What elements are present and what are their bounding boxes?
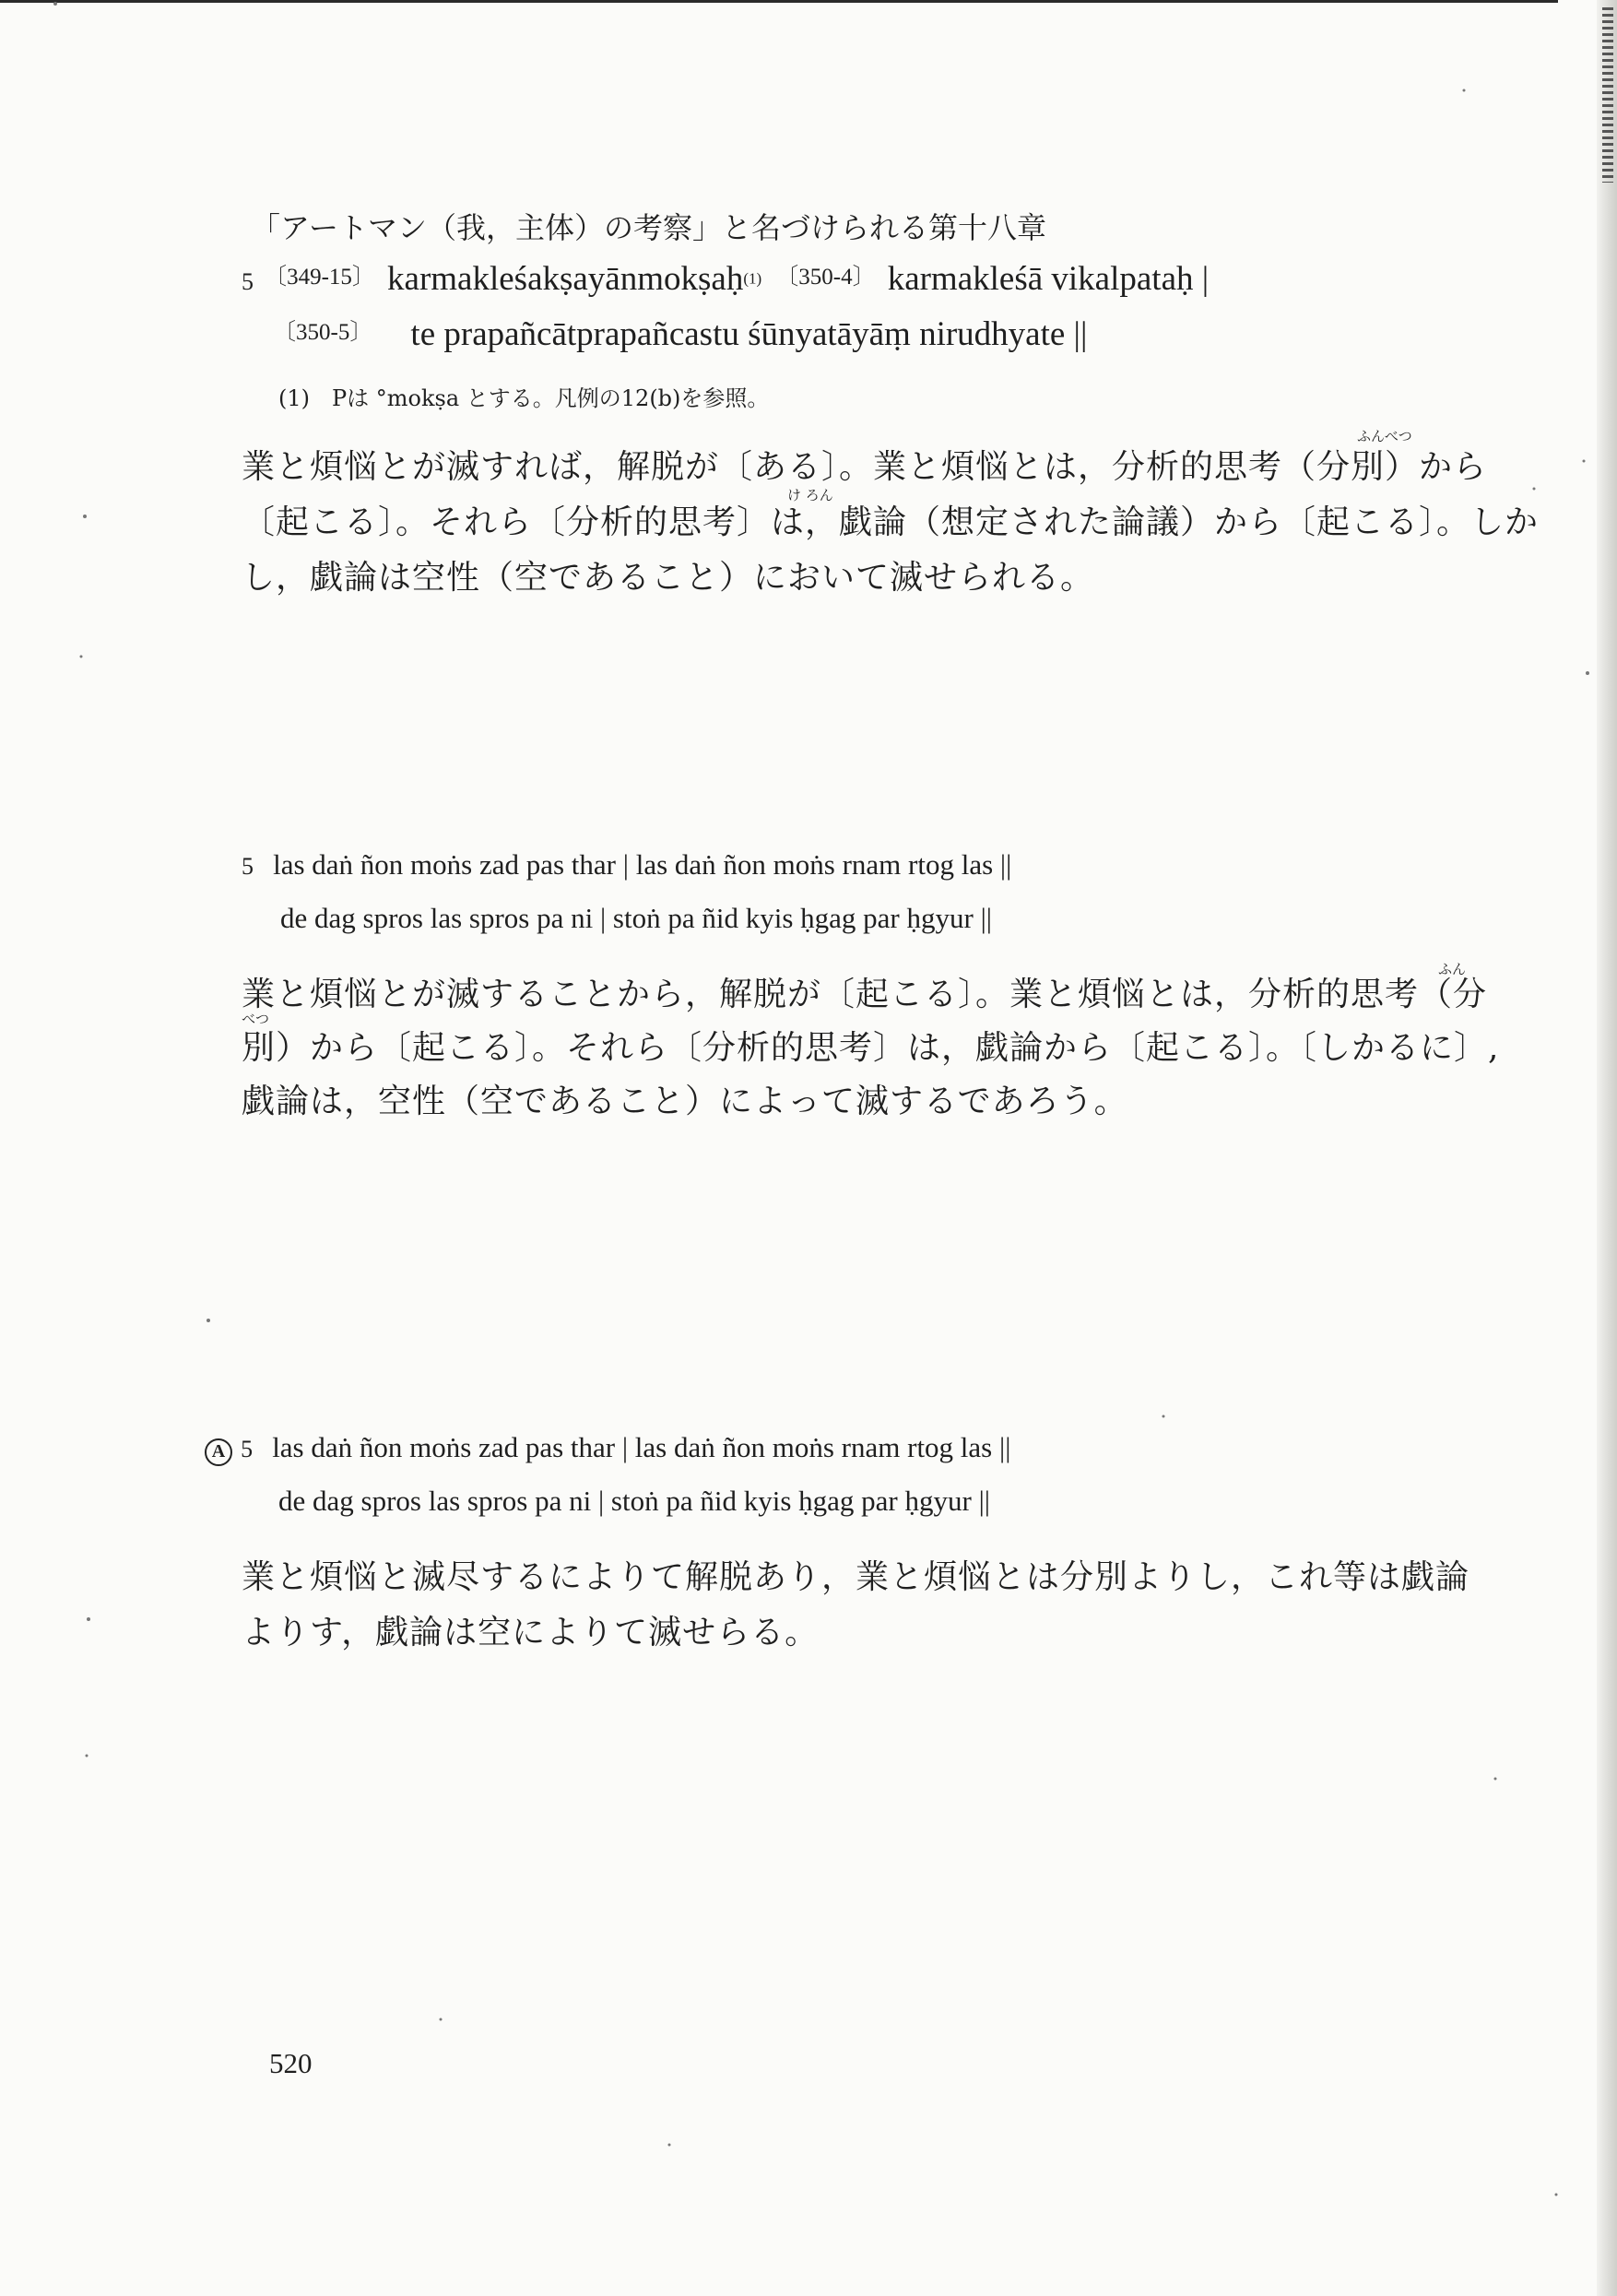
verse-number: 5 bbox=[242, 853, 254, 880]
sanskrit-text-1a: karmakleśakṣayānmokṣaḥ bbox=[387, 260, 744, 298]
translation-3-line-1: 業と煩悩と滅尽するによりて解脱あり，業と煩悩とは分別よりし，これ等は戯論 bbox=[242, 1558, 1470, 1596]
speck bbox=[87, 1617, 90, 1621]
akutobhaya-text-1: las daṅ ñon moṅs zad pas thar | las daṅ ñon moṅs rnam rtog las || bbox=[272, 1431, 1011, 1463]
ruby-betsu: べつ bbox=[242, 1011, 270, 1027]
sanskrit-text-1b: karmakleśā vikalpataḥ | bbox=[887, 260, 1210, 298]
akutobhaya-circle-mark: A bbox=[205, 1438, 232, 1466]
tibetan-text-1: las daṅ ñon moṅs zad pas thar | las daṅ ñon moṅs rnam rtog las || bbox=[273, 848, 1012, 881]
speck bbox=[1533, 488, 1536, 491]
page-number: 520 bbox=[269, 2047, 313, 2079]
sanskrit-text-2: te prapañcātprapañcastu śūnyatāyāṃ nirudhyate || bbox=[410, 315, 1088, 353]
speck bbox=[1163, 1415, 1165, 1418]
speck bbox=[1463, 89, 1466, 92]
page-ref-349-15: 〔349-15〕 bbox=[264, 265, 375, 290]
translation-1-line-2: 〔起こる〕。それら〔分析的思考〕は，戯論（想定された論議）から〔起こる〕。しか bbox=[242, 503, 1540, 541]
page-ref-350-5: 〔350-5〕 bbox=[273, 320, 373, 345]
speck bbox=[1494, 1778, 1497, 1781]
akutobhaya-verse-line-2: de dag spros las spros pa ni | stoṅ pa ñid kyis ḥgag par ḥgyur || bbox=[278, 1485, 990, 1517]
translation-2-line-3: 戯論は，空性（空であること）によって滅するであろう。 bbox=[242, 1083, 1128, 1120]
speck bbox=[1583, 460, 1586, 463]
tibetan-verse-line-1 bbox=[242, 848, 1011, 882]
ruby-fun: ふん bbox=[1438, 961, 1467, 977]
verse-number: 5 bbox=[242, 268, 254, 295]
sanskrit-verse-line-2 bbox=[273, 314, 1087, 354]
verse-number: 5 bbox=[241, 1436, 254, 1462]
speck bbox=[207, 1319, 210, 1322]
speck bbox=[80, 656, 83, 658]
speck bbox=[1586, 671, 1589, 675]
footnote: (1) Pは °mokṣa とする。凡例の12(b)を参照。 bbox=[278, 385, 770, 411]
ruby-keron: け ろん bbox=[787, 487, 833, 503]
translation-1-line-3: し，戯論は空性（空であること）において滅せられる。 bbox=[242, 559, 1095, 597]
speck bbox=[86, 1755, 89, 1758]
footnote-mark: (1) bbox=[743, 269, 762, 288]
translation-2-line-2: 別）から〔起こる〕。それら〔分析的思考〕は，戯論から〔起こる〕。〔しかるに〕, bbox=[242, 1029, 1500, 1067]
top-edge-rule bbox=[0, 0, 1558, 3]
speck bbox=[440, 2018, 443, 2021]
speck bbox=[668, 2144, 671, 2147]
ruby-fubetsu: ふんべつ bbox=[1357, 428, 1412, 444]
chapter-title: 「アートマン（我，主体）の考察」と名づけられる第十八章 bbox=[251, 210, 1047, 245]
speck bbox=[1555, 2194, 1558, 2196]
translation-3-line-2: よりす，戯論は空によりて滅せらる。 bbox=[242, 1614, 820, 1651]
akutobhaya-verse-line-1 bbox=[205, 1431, 1010, 1466]
tibetan-verse-line-2: de dag spros las spros pa ni | stoṅ pa ñid kyis ḥgag par ḥgyur || bbox=[280, 902, 992, 934]
page-ref-350-4: 〔350-4〕 bbox=[775, 265, 876, 290]
sanskrit-verse-line-1 bbox=[242, 258, 1209, 299]
speck bbox=[83, 515, 87, 518]
page-binding-edge bbox=[1597, 0, 1617, 2296]
translation-2-line-1: 業と煩悩とが滅することから，解脱が〔起こる〕。業と煩悩とは，分析的思考（分 bbox=[242, 976, 1488, 1013]
binding-shadow bbox=[1602, 7, 1613, 183]
translation-1-line-1: 業と煩悩とが滅すれば，解脱が〔ある〕。業と煩悩とは，分析的思考（分別）から bbox=[242, 448, 1488, 486]
